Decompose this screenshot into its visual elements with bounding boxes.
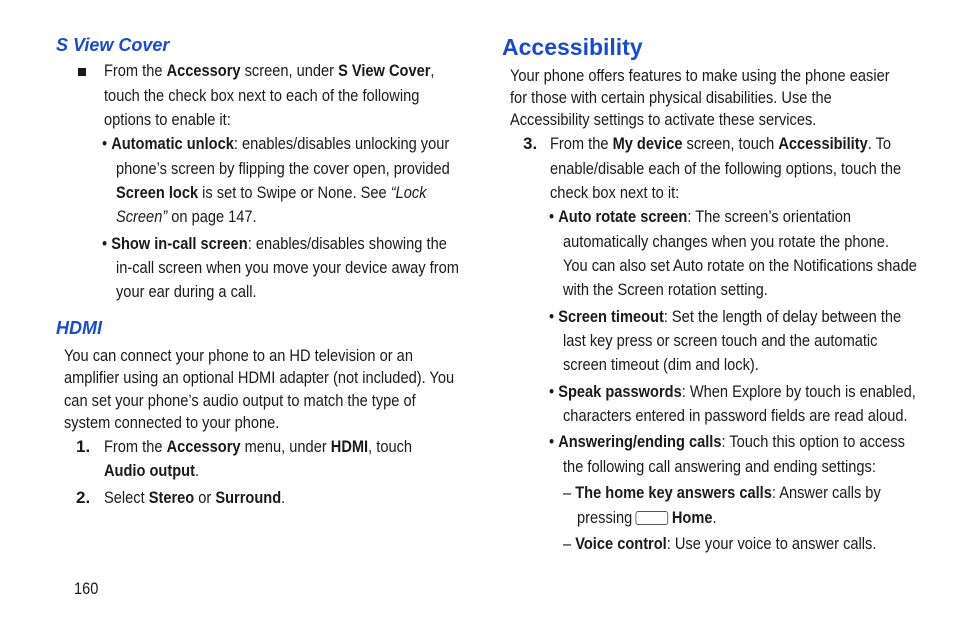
- page-number: 160: [74, 579, 99, 598]
- screen-timeout-item: • Screen timeout: Set the length of delay between the: [549, 307, 902, 326]
- show-in-call-screen-item: • Show in-call screen: enables/disables showing the: [102, 234, 447, 253]
- voice-control-item: – Voice control: Use your voice to answer calls.: [563, 534, 877, 553]
- accessibility-intro: Your phone offers features to make using the phone easier: [510, 66, 890, 85]
- step-number: 2.: [76, 488, 91, 507]
- lock-screen-link-cont[interactable]: Screen”: [116, 207, 168, 226]
- s-view-cover-heading: S View Cover: [56, 35, 170, 55]
- auto-rotate-item: • Auto rotate screen: The screen’s orientation: [549, 207, 851, 226]
- home-key-answers-item: – The home key answers calls: Answer calls by: [563, 483, 881, 502]
- home-key-icon: [636, 511, 669, 525]
- accessibility-step-3: From the My device screen, touch Accessibility. To: [550, 134, 892, 153]
- automatic-unlock-item: • Automatic unlock: enables/disables unlocking your: [102, 134, 450, 153]
- hdmi-paragraph: You can connect your phone to an HD television or an: [64, 346, 413, 365]
- hdmi-heading: HDMI: [56, 318, 102, 338]
- answering-ending-calls-item: • Answering/ending calls: Touch this option to access: [549, 432, 905, 451]
- hdmi-step-2: Select Stereo or Surround.: [104, 488, 286, 507]
- lock-screen-link[interactable]: “Lock: [390, 183, 427, 202]
- accessibility-heading: Accessibility: [502, 34, 643, 60]
- s-view-cover-intro: From the Accessory screen, under S View Cover,: [104, 61, 435, 80]
- hdmi-step-1: From the Accessory menu, under HDMI, touch: [104, 437, 413, 456]
- speak-passwords-item: • Speak passwords: When Explore by touch is enabled,: [549, 382, 916, 401]
- step-number: 3.: [523, 134, 538, 153]
- step-number: 1.: [76, 437, 91, 456]
- square-bullet-icon: [78, 68, 86, 76]
